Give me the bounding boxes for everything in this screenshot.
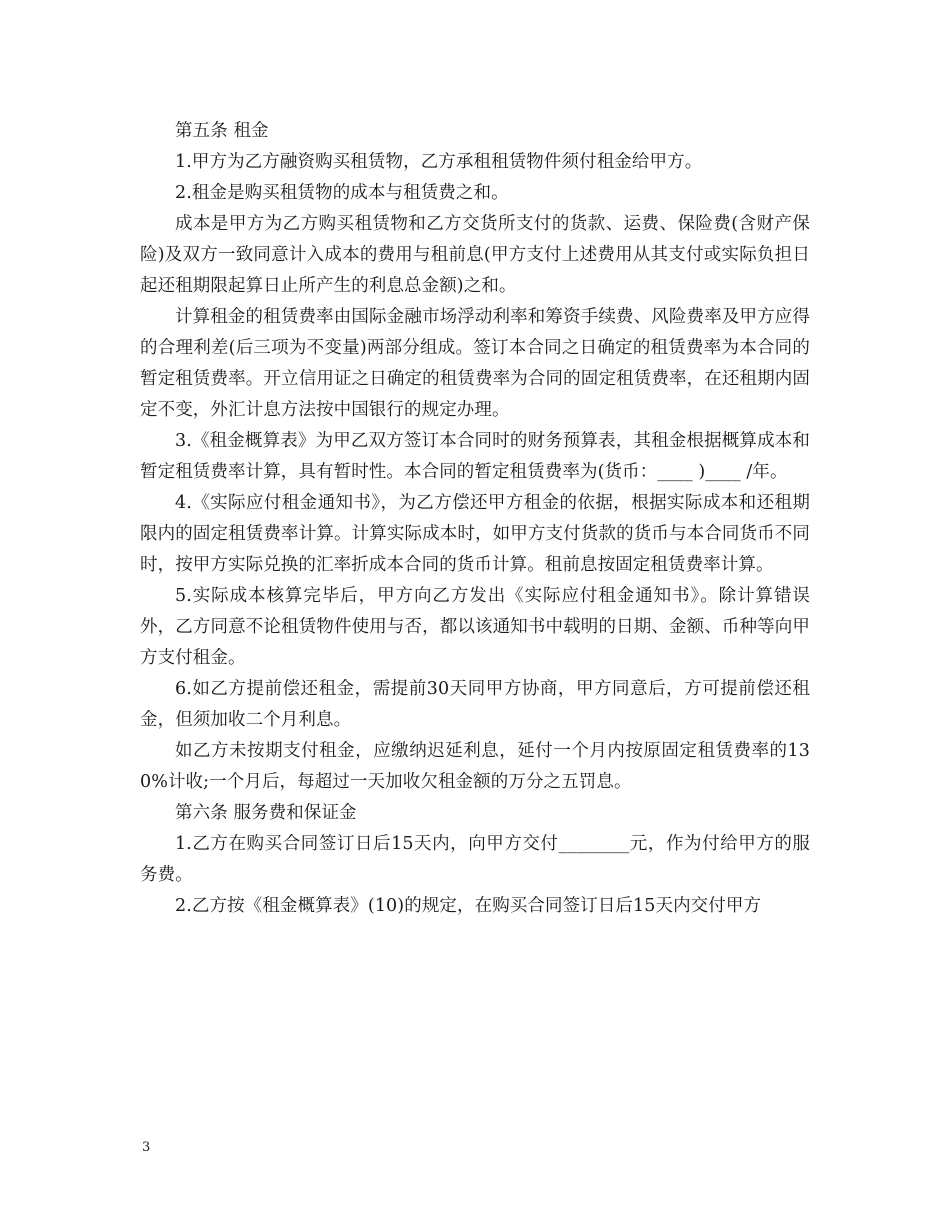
paragraph: 4.《实际应付租金通知书》，为乙方偿还甲方租金的依据，根据实际成本和还租期限内的固定租赁费率计算。计算实际成本时，如甲方支付货款的货币与本合同货币不同时，按甲方实际兑换的汇率折成本合同的货币计算。租前息按固定租赁费率计算。: [140, 493, 810, 575]
document-body: [140, 116, 810, 922]
article-six-heading: 第六条 服务费和保证金: [175, 803, 357, 823]
paragraph: 6.如乙方提前偿还租金，需提前30天同甲方协商，甲方同意后，方可提前偿还租金，但须加收二个月利息。: [140, 679, 810, 730]
paragraph: 1.甲方为乙方融资购买租赁物，乙方承租租赁物件须付租金给甲方。: [175, 152, 703, 172]
paragraph: 2.租金是购买租赁物的成本与租赁费之和。: [175, 183, 509, 203]
paragraph: 如乙方未按期支付租金，应缴纳迟延利息，延付一个月内按原固定租赁费率的130%计收;一个月后，每超过一天加收欠租金额的万分之五罚息。: [140, 741, 810, 792]
page-number: 3: [142, 1140, 151, 1155]
paragraph: 成本是甲方为乙方购买租赁物和乙方交货所支付的货款、运费、保险费(含财产保险)及双方一致同意计入成本的费用与租前息(甲方支付上述费用从其支付或实际负担日起还租期限起算日止所产生的利息总金额)之和。: [140, 214, 810, 296]
paragraph: 计算租金的租赁费率由国际金融市场浮动利率和筹资手续费、风险费率及甲方应得的合理利差(后三项为不变量)两部分组成。签订本合同之日确定的租赁费率为本合同的暂定租赁费率。开立信用证之日确定的租赁费率为合同的固定租赁费率，在还租期内固定不变，外汇计息方法按中国银行的规定办理。: [140, 307, 810, 420]
paragraph: 1.乙方在购买合同签订日后15天内，向甲方交付________元，作为付给甲方的服务费。: [140, 834, 810, 885]
paragraph: 5.实际成本核算完毕后，甲方向乙方发出《实际应付租金通知书》。除计算错误外，乙方同意不论租赁物件使用与否，都以该通知书中载明的日期、金额、币种等向甲方支付租金。: [140, 586, 810, 668]
article-five-heading: 第五条 租金: [175, 121, 269, 141]
paragraph: 2.乙方按《租金概算表》(10)的规定，在购买合同签订日后15天内交付甲方: [175, 896, 762, 916]
paragraph: 3.《租金概算表》为甲乙双方签订本合同时的财务预算表，其租金根据概算成本和暂定租赁费率计算，具有暂时性。本合同的暂定租赁费率为(货币：____ )____ /年。: [140, 431, 810, 482]
